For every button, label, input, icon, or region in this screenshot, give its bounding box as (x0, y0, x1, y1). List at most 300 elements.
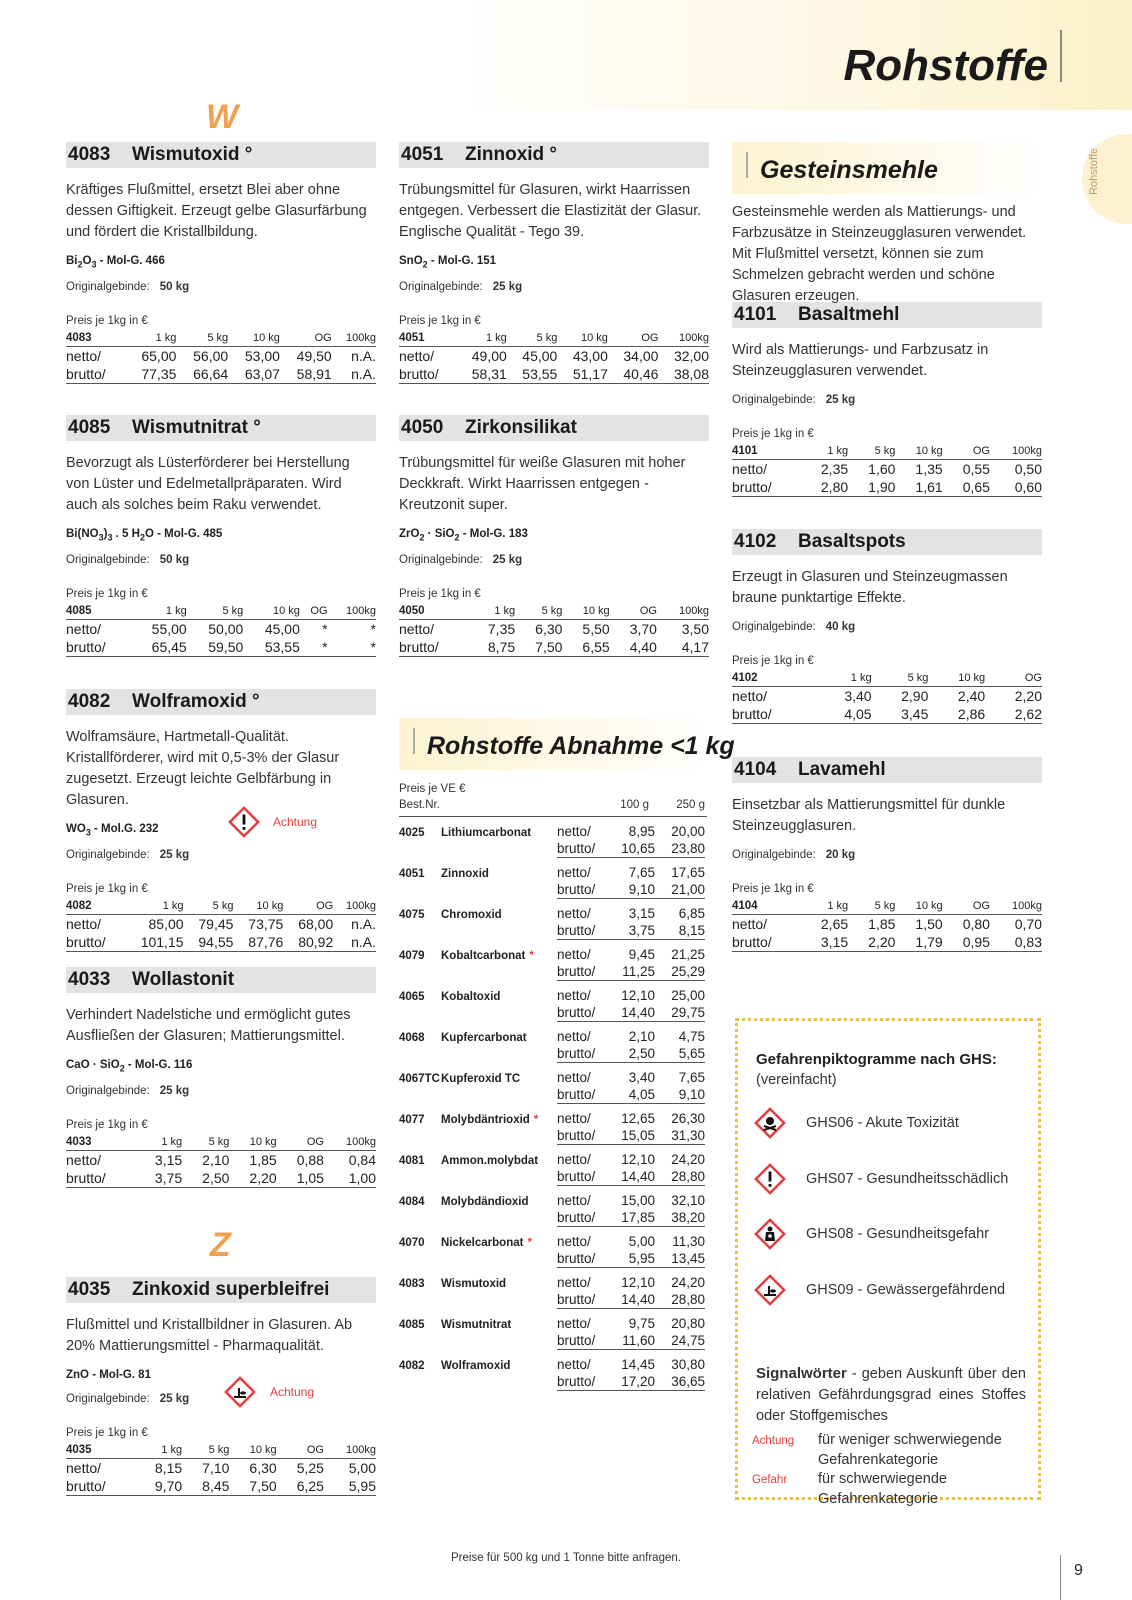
netto-label: netto/ (66, 916, 102, 933)
product-header (66, 142, 376, 168)
product-number: 4101 (734, 304, 777, 325)
price-unit-label: Preis je 1kg in € (399, 588, 481, 601)
abnahme-netto-250g: 24,20 (671, 1275, 705, 1290)
abnahme-name (441, 858, 557, 881)
brutto-label: brutto/ (66, 1169, 135, 1188)
price-table-number: 4102 (732, 670, 815, 687)
price-col-header: 5 kg (176, 330, 228, 347)
netto-price: 43,00 (572, 348, 608, 365)
abnahme-brutto-100g: 15,05 (607, 1126, 655, 1145)
price-col-header: 1 kg (801, 898, 848, 915)
price-brutto-row (732, 478, 1042, 497)
abnahme-netto-label: netto/ (557, 1193, 591, 1208)
price-netto-row (66, 1151, 376, 1170)
price-header-row (732, 443, 1042, 460)
price-brutto-row (399, 638, 709, 657)
ghs08-health-hazard-icon (754, 1218, 786, 1250)
ghs07-label: GHS07 - Gesundheitsschädlich (806, 1171, 1009, 1187)
abnahme-netto-label: netto/ (557, 988, 591, 1003)
abnahme-title: Rohstoffe Abnahme <1 kg (427, 732, 735, 760)
abnahme-brutto-label: brutto/ (557, 1085, 607, 1104)
abnahme-row (399, 940, 705, 963)
abnahme-table (399, 817, 705, 1391)
product-4051 (399, 142, 709, 384)
netto-label: netto/ (66, 1460, 102, 1476)
price-header-row (66, 1134, 376, 1151)
abnahme-name-text: Zinnoxid (441, 868, 489, 880)
abnahme-row (399, 1104, 705, 1127)
brutto-price: 65,45 (130, 638, 187, 657)
brutto-price: 3,75 (135, 1169, 182, 1188)
product-header (399, 142, 709, 168)
abnahme-brutto-row (399, 1208, 705, 1227)
brutto-price: n.A. (332, 365, 376, 384)
brutto-label: brutto/ (732, 933, 801, 952)
abnahme-name (441, 1104, 557, 1127)
product-name: Wolframoxid ° (132, 691, 260, 712)
brutto-price: 9,70 (135, 1477, 182, 1496)
price-unit-label: Preis je 1kg in € (66, 1427, 148, 1439)
product-formula: SnO$_2$ - Mol-G. 151 (399, 255, 497, 270)
product-description: Trübungsmittel für Glasuren, wirkt Haarrissen entgegen. Verbessert die Elastizität der Glasur. Englische Qualität - Tego 39. (399, 182, 702, 240)
original-packaging (399, 554, 709, 566)
abnahme-brutto-label: brutto/ (557, 1126, 607, 1145)
abnahme-netto-label: netto/ (557, 1152, 591, 1167)
brutto-price: 63,07 (228, 365, 280, 384)
netto-price: 3,50 (681, 621, 709, 638)
original-packaging (399, 281, 709, 293)
price-col-header: 1 kg (130, 603, 187, 620)
product-formula: ZrO$_2$ · SiO$_2$ - Mol-G. 183 (399, 528, 528, 543)
abnahme-netto-250g: 7,65 (678, 1070, 705, 1085)
price-brutto-row (732, 933, 1042, 952)
abnahme-brutto-label: brutto/ (557, 1044, 607, 1063)
hazard-star: * (529, 950, 534, 962)
spacer (441, 1290, 557, 1309)
price-col-header: 1 kg (123, 898, 184, 915)
brutto-price: 0,65 (943, 478, 990, 497)
abnahme-name-text: Molybdändioxid (441, 1196, 529, 1208)
brutto-price: 0,95 (943, 933, 990, 952)
abnahme-netto-250g: 6,85 (678, 906, 705, 921)
abnahme-netto-100g: 8,95 (628, 824, 655, 839)
price-col-header: 5 kg (515, 603, 562, 620)
original-packaging (732, 394, 1042, 406)
price-col-header: OG (283, 898, 333, 915)
original-packaging (732, 621, 1042, 633)
abnahme-netto-label: netto/ (557, 947, 591, 962)
netto-price: * (370, 621, 376, 638)
abnahme-netto-100g: 3,15 (628, 906, 655, 921)
price-brutto-row (732, 705, 1042, 724)
abnahme-name-text: Lithiumcarbonat (441, 827, 532, 839)
abnahme-name-text: Ammon.molybdat (441, 1155, 539, 1167)
abnahme-netto-label: netto/ (557, 824, 591, 839)
spacer (441, 962, 557, 981)
brutto-price: 94,55 (184, 933, 234, 952)
brutto-price: 8,75 (468, 638, 515, 657)
packaging-label: Originalgebinde: (66, 849, 150, 862)
abnahme-brutto-label: brutto/ (557, 1167, 607, 1186)
ghs06-label: GHS06 - Akute Toxizität (806, 1115, 959, 1131)
netto-price: 0,84 (348, 1152, 376, 1169)
packaging-value: 25 kg (492, 281, 523, 294)
brutto-price: 2,20 (229, 1169, 276, 1188)
price-col-header: OG (277, 1134, 324, 1151)
price-table (66, 1134, 376, 1188)
abnahme-brutto-label: brutto/ (557, 1331, 607, 1350)
abnahme-name (441, 899, 557, 922)
ghs08-label: GHS08 - Gesundheitsgefahr (806, 1226, 989, 1242)
price-unit-label: Preis je 1kg in € (66, 315, 148, 328)
price-table-number: 4085 (66, 603, 130, 620)
product-4083 (66, 142, 376, 384)
brutto-label: brutto/ (732, 478, 801, 497)
price-col-header: 1 kg (468, 603, 515, 620)
ghs07-exclamation-icon (754, 1163, 786, 1195)
product-header (66, 689, 376, 715)
product-name: Zirkonsilikat (465, 417, 577, 438)
abnahme-brutto-100g: 14,40 (607, 1003, 655, 1022)
side-tab[interactable] (1082, 134, 1132, 224)
price-col-header: 5 kg (848, 443, 895, 460)
netto-price: 1,60 (868, 461, 896, 477)
brutto-price: 6,55 (562, 638, 609, 657)
netto-price: 7,35 (487, 621, 516, 638)
abnahme-netto-label: netto/ (557, 865, 591, 880)
packaging-value: 20 kg (825, 849, 856, 861)
abnahme-brutto-250g: 24,75 (655, 1331, 705, 1350)
gesteinsmehle-header (732, 142, 1044, 194)
abnahme-name (441, 981, 557, 1004)
product-number: 4083 (68, 144, 111, 165)
price-col-header: 5 kg (872, 670, 929, 687)
abnahme-netto-100g: 5,00 (628, 1234, 655, 1249)
price-col-header: 10 kg (233, 898, 283, 915)
brutto-price: 1,05 (277, 1169, 324, 1188)
signal-words-desc: - geben Auskunft über den relativen Gefährdungsgrad eines Stoffes oder Stoffgemisches (756, 1366, 1026, 1424)
packaging-value: 50 kg (159, 554, 190, 567)
price-netto-row (399, 620, 709, 639)
brutto-label: brutto/ (399, 365, 456, 384)
abnahme-name-text: Molybdäntrioxid (441, 1114, 530, 1126)
abnahme-netto-250g: 32,10 (671, 1193, 705, 1208)
price-col-header: 5 kg (848, 898, 895, 915)
spacer (399, 839, 441, 858)
spacer (399, 1167, 441, 1186)
brutto-price: 7,50 (229, 1477, 276, 1496)
price-netto-row (66, 620, 376, 639)
netto-price: 0,70 (1014, 916, 1042, 932)
achtung-desc: für weniger schwerwiegende Gefahrenkategorie (818, 1432, 1002, 1468)
abnahme-row (399, 981, 705, 1004)
price-col-header: 5 kg (507, 330, 558, 347)
gefahr-label: Gefahr (752, 1474, 788, 1486)
abnahme-row (399, 1063, 705, 1086)
abnahme-netto-label: netto/ (557, 1029, 591, 1044)
price-col-header: 5 kg (184, 898, 234, 915)
product-description: Flußmittel und Kristallbildner in Glasuren. Ab 20% Mattierungsmittel - Pharmaqualität. (66, 1317, 353, 1354)
abnahme-row (399, 1145, 705, 1168)
product-formula: $WO_3 - Mol.G$. 232 (66, 823, 159, 838)
packaging-value: 50 kg (159, 281, 190, 294)
brutto-price: 1,90 (848, 478, 895, 497)
netto-price: 8,15 (154, 1460, 183, 1476)
product-formula: $Bi_2O_3 - Mol-G$. 466 (66, 255, 165, 270)
abnahme-brutto-100g: 14,40 (607, 1290, 655, 1309)
brutto-price: 3,45 (872, 705, 929, 724)
brutto-price: 2,80 (801, 478, 848, 497)
abnahme-netto-label: netto/ (557, 906, 591, 921)
abnahme-name (441, 1268, 557, 1291)
spacer (441, 1208, 557, 1227)
abnahme-brutto-row (399, 1290, 705, 1309)
product-header (732, 757, 1042, 783)
abnahme-brutto-100g: 4,05 (607, 1085, 655, 1104)
abnahme-netto-100g: 12,10 (621, 1152, 655, 1167)
abnahme-name-text: Wismutoxid (441, 1278, 507, 1290)
netto-price: 2,90 (901, 688, 929, 704)
product-4082 (66, 689, 376, 952)
page-title: Rohstoffe (843, 41, 1048, 90)
price-table (66, 603, 376, 657)
brutto-price: 6,25 (277, 1477, 324, 1496)
abnahme-brutto-row (399, 921, 705, 940)
ghs-title: Gefahrenpiktogramme nach GHS: (756, 1051, 997, 1068)
price-unit-label: Preis je 1kg in € (66, 588, 148, 601)
price-header-row (732, 670, 1042, 687)
packaging-label: Originalgebinde: (732, 394, 816, 406)
product-name: Lavamehl (798, 759, 886, 780)
brutto-price: 2,50 (182, 1169, 229, 1188)
abnahme-netto-250g: 30,80 (671, 1357, 705, 1372)
brutto-price: 2,86 (928, 705, 985, 724)
abnahme-row (399, 899, 705, 922)
brutto-price: 66,64 (176, 365, 228, 384)
abnahme-row (399, 817, 705, 839)
abnahme-name (441, 817, 557, 839)
spacer (441, 1044, 557, 1063)
abnahme-row (399, 1227, 705, 1250)
price-col-header: OG (943, 443, 990, 460)
netto-price: 49,50 (296, 348, 332, 365)
original-packaging (66, 1393, 376, 1405)
abnahme-brutto-250g: 9,10 (655, 1085, 705, 1104)
price-col-header: 100kg (990, 898, 1042, 915)
brutto-label: brutto/ (732, 705, 815, 724)
product-name: Wismutnitrat ° (132, 417, 261, 438)
netto-price: 7,10 (202, 1460, 230, 1476)
abnahme-brutto-100g: 3,75 (607, 921, 655, 940)
price-col-header: 100kg (333, 898, 376, 915)
price-col-header: 1 kg (815, 670, 872, 687)
netto-price: 45,00 (264, 621, 300, 638)
product-number: 4102 (734, 531, 777, 552)
price-netto-row (732, 687, 1042, 706)
netto-price: 79,45 (198, 916, 234, 933)
netto-price: 34,00 (623, 348, 659, 365)
spacer (441, 1372, 557, 1391)
netto-price: 2,35 (820, 461, 849, 477)
netto-price: 5,25 (296, 1460, 324, 1476)
product-header (66, 967, 376, 993)
abnahme-name (441, 1309, 557, 1332)
abnahme-name-text: Kupferoxid TC (441, 1073, 521, 1085)
netto-label: netto/ (66, 621, 102, 638)
abnahme-brutto-row (399, 1085, 705, 1104)
spacer (399, 1126, 441, 1145)
spacer (399, 921, 441, 940)
brutto-price: 87,76 (233, 933, 283, 952)
price-unit-label: Preis je 1kg in € (66, 1119, 148, 1132)
price-unit-label: Preis je 1kg in € (732, 883, 814, 895)
abnahme-best-nr: 4025 (399, 827, 425, 839)
brutto-price: 58,91 (280, 365, 332, 384)
spacer (399, 1085, 441, 1104)
netto-price: 5,00 (348, 1460, 376, 1476)
product-formula: ZnO - Mol-G. 81 (66, 1369, 151, 1381)
ghs09-environment-icon (224, 1376, 256, 1408)
price-col-header: OG (280, 330, 332, 347)
product-name: Zinnoxid ° (465, 144, 558, 165)
abnahme-brutto-250g: 38,20 (655, 1208, 705, 1227)
price-unit-label: Preis je 1kg in € (732, 428, 814, 440)
abnahme-netto-100g: 7,65 (628, 865, 655, 880)
ghs09-label: GHS09 - Gewässergefährdend (806, 1282, 1006, 1298)
abnahme-netto-250g: 20,00 (671, 824, 705, 839)
abnahme-netto-100g: 2,10 (628, 1029, 655, 1044)
product-header (66, 415, 376, 441)
price-col-header: 100kg (328, 603, 376, 620)
abnahme-name (441, 1350, 557, 1373)
product-name: Wollastonit (132, 969, 235, 990)
product-formula: CaO · SiO$_2$ - Mol-G. 116 (66, 1059, 193, 1074)
brutto-price: 7,50 (515, 638, 562, 657)
abnahme-name (441, 1022, 557, 1045)
price-header-row (66, 898, 376, 915)
packaging-label: Originalgebinde: (399, 554, 483, 567)
price-col-header: OG (943, 898, 990, 915)
brutto-price: 4,17 (657, 638, 709, 657)
price-col-header: OG (277, 1442, 324, 1459)
price-col-header: 1 kg (135, 1442, 182, 1459)
price-brutto-row (66, 1477, 376, 1496)
spacer (441, 1331, 557, 1350)
product-description: Erzeugt in Glasuren und Steinzeugmassen braune punktartige Effekte. (732, 569, 1008, 606)
abnahme-name (441, 1227, 557, 1250)
netto-price: 85,00 (148, 916, 184, 933)
netto-price: 6,30 (249, 1460, 277, 1476)
abnahme-best-nr: 4082 (399, 1360, 425, 1372)
price-table-number: 4033 (66, 1134, 135, 1151)
spacer (399, 1372, 441, 1391)
abnahme-best-nr: 4067TC (399, 1073, 440, 1085)
abnahme-netto-label: netto/ (557, 1357, 591, 1372)
ghs07-exclamation-icon (228, 806, 260, 838)
page-number-divider (1060, 1555, 1061, 1600)
letter-z: Z (210, 1226, 231, 1264)
abnahme-brutto-100g: 11,25 (607, 962, 655, 981)
spacer (441, 1249, 557, 1268)
netto-label: netto/ (732, 688, 768, 704)
product-number: 4051 (401, 144, 444, 165)
brutto-price: 4,40 (610, 638, 657, 657)
packaging-label: Originalgebinde: (66, 1393, 150, 1405)
abnahme-netto-label: netto/ (557, 1070, 591, 1085)
abnahme-brutto-100g: 11,60 (607, 1331, 655, 1350)
product-number: 4035 (68, 1279, 111, 1300)
price-header-row (399, 603, 709, 620)
netto-price: 45,00 (522, 348, 558, 365)
netto-price: 1,85 (249, 1152, 277, 1169)
abnahme-netto-250g: 4,75 (678, 1029, 705, 1044)
netto-price: 2,20 (1014, 688, 1042, 704)
packaging-label: Originalgebinde: (66, 554, 150, 567)
price-brutto-row (399, 365, 709, 384)
product-4102 (732, 529, 1042, 724)
brutto-label: brutto/ (66, 933, 123, 952)
abnahme-brutto-100g: 10,65 (607, 839, 655, 858)
product-4101 (732, 302, 1042, 497)
brutto-price: 53,55 (243, 638, 300, 657)
abnahme-brutto-100g: 9,10 (607, 880, 655, 899)
price-brutto-row (66, 933, 376, 952)
abnahme-netto-label: netto/ (557, 1275, 591, 1290)
product-4104 (732, 757, 1042, 952)
abnahme-bestnr-label: Best.Nr. (399, 799, 440, 811)
price-table (66, 898, 376, 952)
price-col-header: 10 kg (229, 1134, 276, 1151)
abnahme-best-nr: 4075 (399, 909, 425, 921)
abnahme-name (441, 1145, 557, 1168)
abnahme-brutto-row (399, 1167, 705, 1186)
netto-price: * (322, 621, 328, 638)
price-table (732, 443, 1042, 497)
price-col-header: 5 kg (182, 1442, 229, 1459)
price-table-number: 4104 (732, 898, 801, 915)
brutto-price: 80,92 (283, 933, 333, 952)
abnahme-best-nr: 4084 (399, 1196, 425, 1208)
product-number: 4085 (68, 417, 111, 438)
price-col-header: 10 kg (895, 898, 942, 915)
price-header-row (732, 898, 1042, 915)
abnahme-row (399, 858, 705, 881)
abnahme-brutto-250g: 8,15 (655, 921, 705, 940)
netto-price: 0,50 (1014, 461, 1042, 477)
spacer (441, 1085, 557, 1104)
netto-price: 3,70 (629, 621, 657, 638)
abnahme-brutto-row (399, 1044, 705, 1063)
product-description: Einsetzbar als Mattierungsmittel für dunkle Steinzeugglasuren. (732, 797, 1006, 834)
title-divider (1060, 30, 1062, 82)
packaging-value: 40 kg (825, 621, 856, 633)
packaging-label: Originalgebinde: (66, 1085, 150, 1098)
netto-price: 3,15 (154, 1152, 183, 1169)
original-packaging (66, 1085, 376, 1097)
abnahme-brutto-250g: 28,80 (655, 1290, 705, 1309)
abnahme-best-nr: 4068 (399, 1032, 425, 1044)
netto-price: 73,75 (248, 916, 284, 933)
abnahme-best-nr: 4079 (399, 950, 425, 962)
price-netto-row (66, 1459, 376, 1478)
packaging-label: Originalgebinde: (399, 281, 483, 294)
brutto-price: 2,20 (848, 933, 895, 952)
netto-price: 2,40 (957, 688, 986, 704)
packaging-label: Originalgebinde: (732, 849, 816, 861)
netto-price: n.A. (351, 916, 376, 933)
abnahme-header (399, 718, 735, 770)
abnahme-name-text: Wolframoxid (441, 1360, 511, 1372)
